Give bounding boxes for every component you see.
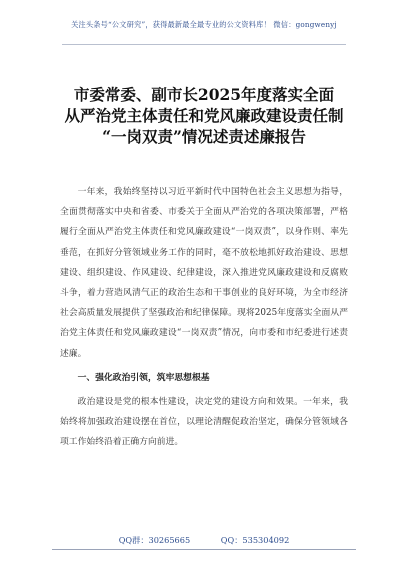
title-line-3: “一岗双责”情况述责述廉报告 xyxy=(102,127,306,146)
section-heading-1: 一、强化政治引领，筑牢思想根基 xyxy=(77,372,210,383)
footer-qq: QQ：535304092 xyxy=(220,535,290,545)
title-line-1: 市委常委、副市长2025年度落实全面 xyxy=(73,85,335,104)
title-line-2: 从严治党主体责任和党风廉政建设责任制 xyxy=(64,106,344,125)
footer-divider xyxy=(52,549,356,550)
document-body xyxy=(60,182,348,453)
body-paragraph-2: 政治建设是党的根本性建设，决定党的建设方向和效果。一年来，我始终将加强政治建设摆在首位，以理论清醒促政治坚定，确保分管领域各项工作始终沿着正确方向前进。 xyxy=(60,397,348,448)
document-title xyxy=(60,84,348,147)
footer-contact xyxy=(0,535,408,546)
footer-qq-group: QQ群：30265665 xyxy=(118,535,191,545)
body-paragraph-1: 一年来，我始终坚持以习近平新时代中国特色社会主义思想为指导，全面贯彻落实中央和省委、市委关于全面从严治党的各项决策部署，严格履行全面从严治党主体责任和党风廉政建设“一岗双责”，以身作则、率先垂范，在抓好分管领域业务工作的同时，毫不放松地抓好政治建设、思想建设、组织建设、作风建设、纪律建设，深入推进党风廉政建设和反腐败斗争，着力营造风清气正的政治生态和干事创业的良好环境，为全市经济社会高质量发展提供了坚强政治和纪律保障。现将2025年度落实全面从严治党主体责任和党风廉政建设“一岗双责”情况，向市委和市纪委进行述责述廉。 xyxy=(60,187,348,359)
header-divider xyxy=(62,44,346,45)
header-note: 关注头条号“公文研究”，获得最新最全最专业的公文资料库！ 微信：gongwenyj xyxy=(71,20,337,29)
